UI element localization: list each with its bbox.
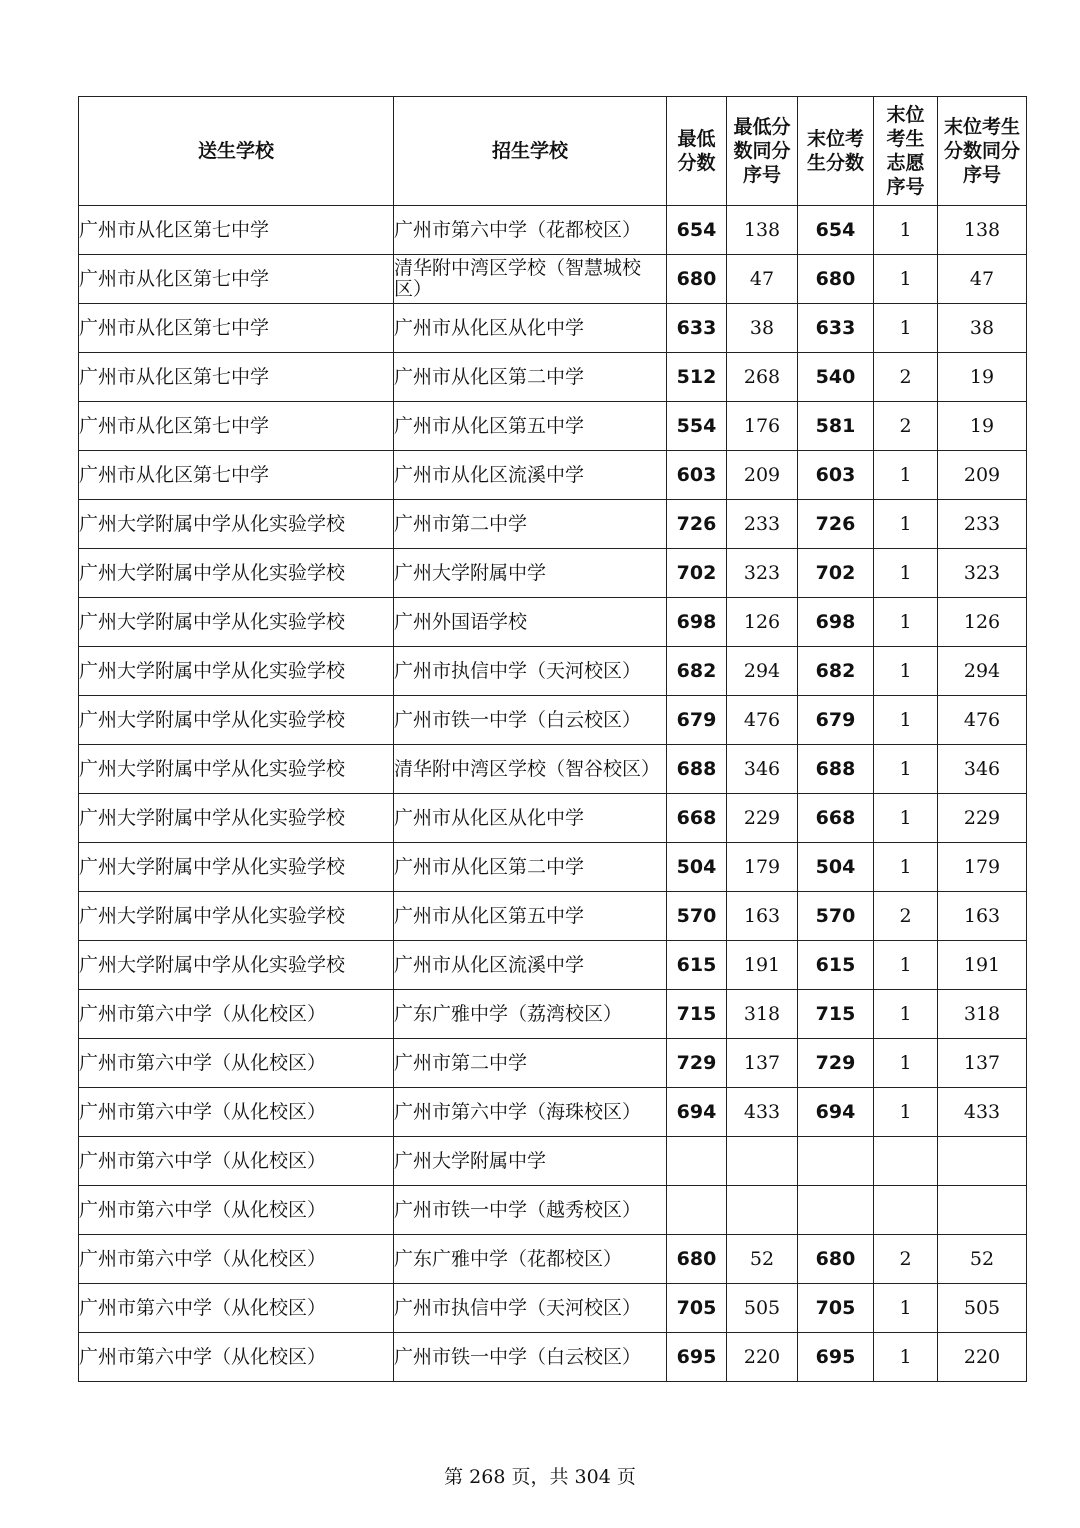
min-score-cell: 726 <box>667 500 727 549</box>
last-rank-cell: 220 <box>938 1333 1027 1382</box>
send-school-cell: 广州市第六中学（从化校区） <box>79 1235 394 1284</box>
last-rank-cell <box>938 1186 1027 1235</box>
min-rank-cell: 52 <box>727 1235 798 1284</box>
send-school-cell: 广州大学附属中学从化实验学校 <box>79 892 394 941</box>
last-rank-cell: 318 <box>938 990 1027 1039</box>
last-rank-cell: 433 <box>938 1088 1027 1137</box>
last-score-cell: 702 <box>798 549 874 598</box>
table-row <box>79 1333 1027 1382</box>
last-score-cell: 633 <box>798 304 874 353</box>
last-preference-cell: 1 <box>874 1039 938 1088</box>
send-school-cell: 广州大学附属中学从化实验学校 <box>79 745 394 794</box>
send-school-cell: 广州大学附属中学从化实验学校 <box>79 598 394 647</box>
last-rank-cell: 209 <box>938 451 1027 500</box>
min-rank-cell: 126 <box>727 598 798 647</box>
table-row <box>79 794 1027 843</box>
min-rank-cell <box>727 1186 798 1235</box>
min-score-cell: 729 <box>667 1039 727 1088</box>
min-score-cell: 570 <box>667 892 727 941</box>
last-score-cell: 570 <box>798 892 874 941</box>
recruit-school-cell: 清华附中湾区学校（智慧城校区） <box>394 255 667 304</box>
min-rank-cell: 233 <box>727 500 798 549</box>
send-school-cell: 广州市第六中学（从化校区） <box>79 1333 394 1382</box>
min-score-cell: 698 <box>667 598 727 647</box>
last-preference-cell: 1 <box>874 304 938 353</box>
last-preference-cell: 1 <box>874 941 938 990</box>
min-rank-cell: 476 <box>727 696 798 745</box>
last-rank-cell: 191 <box>938 941 1027 990</box>
min-rank-cell: 318 <box>727 990 798 1039</box>
table-row <box>79 1284 1027 1333</box>
send-school-cell: 广州市从化区第七中学 <box>79 353 394 402</box>
min-rank-cell: 47 <box>727 255 798 304</box>
recruit-school-cell: 广州大学附属中学 <box>394 549 667 598</box>
last-preference-cell: 1 <box>874 990 938 1039</box>
recruit-school-cell: 广州市执信中学（天河校区） <box>394 647 667 696</box>
last-preference-cell: 1 <box>874 1088 938 1137</box>
recruit-school-cell: 广州大学附属中学 <box>394 1137 667 1186</box>
recruit-school-cell: 广州市第二中学 <box>394 500 667 549</box>
table-row <box>79 549 1027 598</box>
last-rank-cell: 346 <box>938 745 1027 794</box>
send-school-cell: 广州大学附属中学从化实验学校 <box>79 696 394 745</box>
send-school-cell: 广州大学附属中学从化实验学校 <box>79 941 394 990</box>
col-header-last-rank: 末位考生 分数同分 序号 <box>938 97 1027 206</box>
recruit-school-cell: 广州外国语学校 <box>394 598 667 647</box>
min-score-cell: 680 <box>667 1235 727 1284</box>
last-rank-cell: 294 <box>938 647 1027 696</box>
min-score-cell: 554 <box>667 402 727 451</box>
min-rank-cell: 323 <box>727 549 798 598</box>
recruit-school-cell: 广东广雅中学（花都校区） <box>394 1235 667 1284</box>
send-school-cell: 广州市第六中学（从化校区） <box>79 1039 394 1088</box>
table-row <box>79 941 1027 990</box>
last-score-cell: 688 <box>798 745 874 794</box>
min-score-cell: 668 <box>667 794 727 843</box>
last-rank-cell: 138 <box>938 206 1027 255</box>
recruit-school-cell: 广州市铁一中学（越秀校区） <box>394 1186 667 1235</box>
min-score-cell <box>667 1186 727 1235</box>
table-row <box>79 843 1027 892</box>
last-rank-cell: 19 <box>938 353 1027 402</box>
send-school-cell: 广州大学附属中学从化实验学校 <box>79 500 394 549</box>
last-score-cell <box>798 1186 874 1235</box>
min-score-cell: 688 <box>667 745 727 794</box>
last-score-cell: 668 <box>798 794 874 843</box>
last-preference-cell: 2 <box>874 353 938 402</box>
last-score-cell: 615 <box>798 941 874 990</box>
header-row <box>79 97 1027 206</box>
last-rank-cell: 323 <box>938 549 1027 598</box>
col-header-recruit-school: 招生学校 <box>394 97 667 206</box>
table-row <box>79 892 1027 941</box>
last-rank-cell: 179 <box>938 843 1027 892</box>
last-score-cell: 680 <box>798 255 874 304</box>
table-row <box>79 696 1027 745</box>
recruit-school-cell: 清华附中湾区学校（智谷校区） <box>394 745 667 794</box>
last-rank-cell: 47 <box>938 255 1027 304</box>
last-preference-cell: 1 <box>874 500 938 549</box>
last-rank-cell: 505 <box>938 1284 1027 1333</box>
last-score-cell: 603 <box>798 451 874 500</box>
last-score-cell: 654 <box>798 206 874 255</box>
send-school-cell: 广州市从化区第七中学 <box>79 255 394 304</box>
min-rank-cell: 138 <box>727 206 798 255</box>
min-rank-cell: 220 <box>727 1333 798 1382</box>
send-school-cell: 广州市从化区第七中学 <box>79 206 394 255</box>
min-score-cell: 695 <box>667 1333 727 1382</box>
last-score-cell: 581 <box>798 402 874 451</box>
table-row <box>79 1088 1027 1137</box>
min-rank-cell: 268 <box>727 353 798 402</box>
min-score-cell: 702 <box>667 549 727 598</box>
table-row <box>79 304 1027 353</box>
last-preference-cell: 1 <box>874 647 938 696</box>
last-preference-cell: 1 <box>874 255 938 304</box>
recruit-school-cell: 广州市第二中学 <box>394 1039 667 1088</box>
recruit-school-cell: 广州市从化区第二中学 <box>394 843 667 892</box>
table-row <box>79 1186 1027 1235</box>
min-rank-cell: 137 <box>727 1039 798 1088</box>
last-preference-cell: 1 <box>874 598 938 647</box>
min-rank-cell: 163 <box>727 892 798 941</box>
last-rank-cell: 163 <box>938 892 1027 941</box>
table-row <box>79 990 1027 1039</box>
last-rank-cell: 52 <box>938 1235 1027 1284</box>
min-score-cell: 603 <box>667 451 727 500</box>
recruit-school-cell: 广州市从化区流溪中学 <box>394 941 667 990</box>
last-score-cell: 698 <box>798 598 874 647</box>
recruit-school-cell: 广州市第六中学（花都校区） <box>394 206 667 255</box>
send-school-cell: 广州市第六中学（从化校区） <box>79 1284 394 1333</box>
last-score-cell <box>798 1137 874 1186</box>
recruit-school-cell: 广东广雅中学（荔湾校区） <box>394 990 667 1039</box>
last-preference-cell <box>874 1186 938 1235</box>
min-score-cell: 680 <box>667 255 727 304</box>
min-rank-cell: 191 <box>727 941 798 990</box>
last-preference-cell: 2 <box>874 892 938 941</box>
last-preference-cell: 1 <box>874 1333 938 1382</box>
last-score-cell: 694 <box>798 1088 874 1137</box>
col-header-send-school: 送生学校 <box>79 97 394 206</box>
last-preference-cell: 1 <box>874 451 938 500</box>
last-preference-cell: 1 <box>874 843 938 892</box>
last-score-cell: 715 <box>798 990 874 1039</box>
send-school-cell: 广州大学附属中学从化实验学校 <box>79 843 394 892</box>
table-row <box>79 500 1027 549</box>
last-score-cell: 726 <box>798 500 874 549</box>
min-score-cell: 705 <box>667 1284 727 1333</box>
send-school-cell: 广州市从化区第七中学 <box>79 451 394 500</box>
last-preference-cell <box>874 1137 938 1186</box>
table-row <box>79 1235 1027 1284</box>
col-header-last-preference: 末位 考生 志愿 序号 <box>874 97 938 206</box>
table-row <box>79 1039 1027 1088</box>
col-header-min-rank: 最低分 数同分 序号 <box>727 97 798 206</box>
min-rank-cell: 346 <box>727 745 798 794</box>
min-rank-cell: 294 <box>727 647 798 696</box>
min-rank-cell: 179 <box>727 843 798 892</box>
table-row <box>79 353 1027 402</box>
last-preference-cell: 1 <box>874 549 938 598</box>
recruit-school-cell: 广州市从化区从化中学 <box>394 304 667 353</box>
last-score-cell: 729 <box>798 1039 874 1088</box>
last-score-cell: 504 <box>798 843 874 892</box>
last-score-cell: 680 <box>798 1235 874 1284</box>
table-row <box>79 745 1027 794</box>
min-score-cell: 694 <box>667 1088 727 1137</box>
last-rank-cell: 229 <box>938 794 1027 843</box>
last-rank-cell: 38 <box>938 304 1027 353</box>
last-score-cell: 682 <box>798 647 874 696</box>
min-rank-cell <box>727 1137 798 1186</box>
recruit-school-cell: 广州市执信中学（天河校区） <box>394 1284 667 1333</box>
send-school-cell: 广州大学附属中学从化实验学校 <box>79 549 394 598</box>
send-school-cell: 广州市从化区第七中学 <box>79 304 394 353</box>
send-school-cell: 广州市第六中学（从化校区） <box>79 1088 394 1137</box>
recruit-school-cell: 广州市第六中学（海珠校区） <box>394 1088 667 1137</box>
min-score-cell <box>667 1137 727 1186</box>
admission-table <box>78 96 1027 1382</box>
min-rank-cell: 433 <box>727 1088 798 1137</box>
last-preference-cell: 2 <box>874 402 938 451</box>
min-score-cell: 615 <box>667 941 727 990</box>
send-school-cell: 广州市第六中学（从化校区） <box>79 1186 394 1235</box>
last-preference-cell: 1 <box>874 696 938 745</box>
last-score-cell: 540 <box>798 353 874 402</box>
col-header-min-score: 最低 分数 <box>667 97 727 206</box>
min-score-cell: 715 <box>667 990 727 1039</box>
min-rank-cell: 176 <box>727 402 798 451</box>
last-preference-cell: 2 <box>874 1235 938 1284</box>
table-row <box>79 451 1027 500</box>
min-score-cell: 654 <box>667 206 727 255</box>
last-rank-cell <box>938 1137 1027 1186</box>
last-preference-cell: 1 <box>874 794 938 843</box>
last-rank-cell: 126 <box>938 598 1027 647</box>
last-score-cell: 695 <box>798 1333 874 1382</box>
recruit-school-cell: 广州市从化区第五中学 <box>394 402 667 451</box>
last-preference-cell: 1 <box>874 745 938 794</box>
last-preference-cell: 1 <box>874 1284 938 1333</box>
min-score-cell: 512 <box>667 353 727 402</box>
table-row <box>79 1137 1027 1186</box>
send-school-cell: 广州市第六中学（从化校区） <box>79 990 394 1039</box>
last-preference-cell: 1 <box>874 206 938 255</box>
table-row <box>79 206 1027 255</box>
last-score-cell: 679 <box>798 696 874 745</box>
min-rank-cell: 209 <box>727 451 798 500</box>
min-score-cell: 633 <box>667 304 727 353</box>
table-row <box>79 402 1027 451</box>
last-rank-cell: 137 <box>938 1039 1027 1088</box>
min-rank-cell: 505 <box>727 1284 798 1333</box>
recruit-school-cell: 广州市铁一中学（白云校区） <box>394 696 667 745</box>
min-score-cell: 504 <box>667 843 727 892</box>
min-rank-cell: 38 <box>727 304 798 353</box>
recruit-school-cell: 广州市铁一中学（白云校区） <box>394 1333 667 1382</box>
recruit-school-cell: 广州市从化区从化中学 <box>394 794 667 843</box>
last-rank-cell: 233 <box>938 500 1027 549</box>
min-rank-cell: 229 <box>727 794 798 843</box>
recruit-school-cell: 广州市从化区流溪中学 <box>394 451 667 500</box>
send-school-cell: 广州大学附属中学从化实验学校 <box>79 794 394 843</box>
send-school-cell: 广州大学附属中学从化实验学校 <box>79 647 394 696</box>
min-score-cell: 679 <box>667 696 727 745</box>
col-header-last-score: 末位考 生分数 <box>798 97 874 206</box>
last-rank-cell: 19 <box>938 402 1027 451</box>
table-row <box>79 598 1027 647</box>
send-school-cell: 广州市从化区第七中学 <box>79 402 394 451</box>
last-rank-cell: 476 <box>938 696 1027 745</box>
send-school-cell: 广州市第六中学（从化校区） <box>79 1137 394 1186</box>
table-row <box>79 255 1027 304</box>
min-score-cell: 682 <box>667 647 727 696</box>
page-footer: 第 268 页，共 304 页 <box>444 1466 636 1488</box>
last-score-cell: 705 <box>798 1284 874 1333</box>
table-row <box>79 647 1027 696</box>
recruit-school-cell: 广州市从化区第五中学 <box>394 892 667 941</box>
recruit-school-cell: 广州市从化区第二中学 <box>394 353 667 402</box>
